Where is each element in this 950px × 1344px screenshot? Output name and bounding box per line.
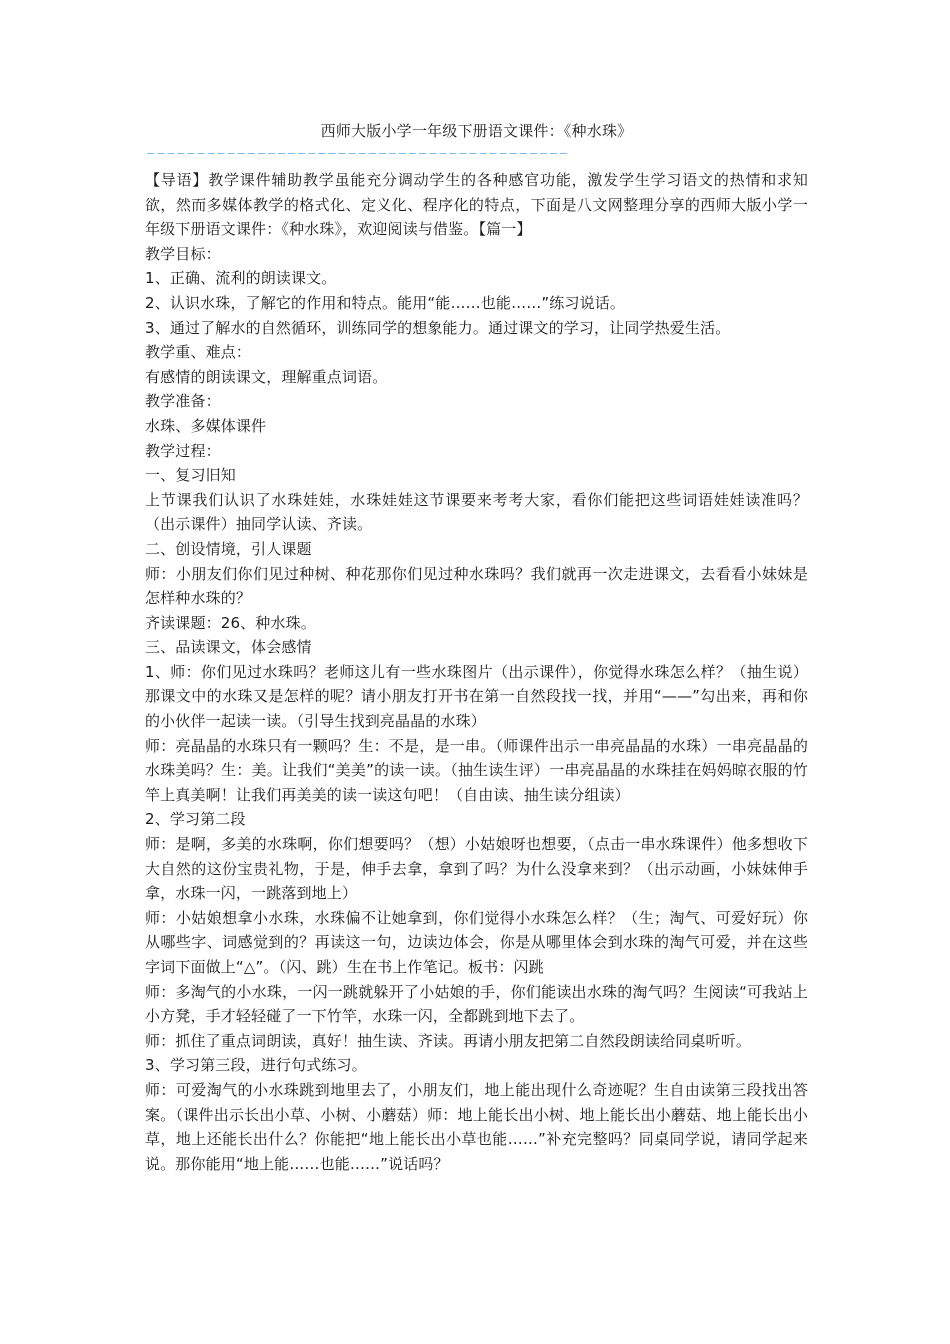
goal-item: 3、通过了解水的自然循环，训练同学的想象能力。通过课文的学习，让同学热爱生活。 [145,318,731,337]
document-body [145,168,808,1176]
body-paragraph: 师：是啊，多美的水珠啊，你们想要吗？（想）小姑娘呀也想要，（点击一串水珠课件）他多想收下大自然的这份宝贵礼物，于是，伸手去拿，拿到了吗？为什么没拿来到？（出示动画，小妹妹伸手拿，水珠一闪，一跳落到地上） [145,835,808,903]
section-heading: 一、复习旧知 [145,466,236,485]
body-paragraph: 师：抓住了重点词朗读，真好！抽生读、齐读。再请小朋友把第二自然段朗读给同桌听听。 [145,1031,752,1050]
heading-key-points: 教学重、难点： [145,343,252,362]
body-paragraph: 齐读课题：26、种水珠。 [145,613,316,632]
intro-paragraph: 【导语】教学课件辅助教学虽能充分调动学生的各种感官功能，激发学生学习语文的热情和求知欲，然而多媒体教学的格式化、定义化、程序化的特点，下面是八文网整理分享的西师大版小学一年级下册语文课件：《种水珠》，欢迎阅读与借鉴。【篇一】 [145,171,808,239]
section-heading: 三、品读课文，体会感情 [145,638,312,657]
key-points-text: 有感情的朗读课文，理解重点词语。 [145,367,388,386]
document-page [145,120,808,1176]
goal-item: 2、认识水珠，了解它的作用和特点。能用“能……也能……”练习说话。 [145,293,626,312]
body-paragraph: 上节课我们认识了水珠娃娃，水珠娃娃这节课要来考考大家，看你们能把这些词语娃娃读准吗？（出示课件）抽同学认读、齐读。 [145,490,808,534]
body-paragraph: 师：可爱淘气的小水珠跳到地里去了，小朋友们，地上能出现什么奇迹呢？生自由读第三段找出答案。（课件出示长出小草、小树、小蘑菇）师：地上能长出小树、地上能长出小蘑菇、地上能长出小草，地上还能长出什么？你能把“地上能长出小草也能……”补充完整吗？同桌同学说，请同学起来说。那你能用“地上能……也能……”说话吗？ [145,1080,808,1173]
heading-preparation: 教学准备： [145,392,221,411]
body-paragraph: 师：亮晶晶的水珠只有一颗吗？生：不是，是一串。（师课件出示一串亮晶晶的水珠）一串亮晶晶的水珠美吗？生：美。让我们“美美”的读一读。（抽生读生评）一串亮晶晶的水珠挂在妈妈晾衣服的竹竿上真美啊！让我们再美美的读一读这句吧！（自由读、抽生读分组读） [145,736,808,804]
body-paragraph: 师：小朋友们你们见过种树、种花那你们见过种水珠吗？我们就再一次走进课文，去看看小妹妹是怎样种水珠的？ [145,564,808,608]
document-title: 西师大版小学一年级下册语文课件：《种水珠》 [320,122,633,140]
section-heading: 2、学习第二段 [145,810,246,829]
section-heading: 3、学习第三段，进行句式练习。 [145,1056,367,1075]
heading-teaching-goals: 教学目标： [145,244,221,263]
goal-item: 1、正确、流利的朗读课文。 [145,269,337,288]
title-divider: —————————————————————————————————————————— [147,146,571,160]
section-heading: 二、创设情境，引人课题 [145,539,312,558]
body-paragraph: 师：多淘气的小水珠，一闪一跳就躲开了小姑娘的手，你们能读出水珠的淘气吗？生阅读“可我站上小方凳，手才轻轻碰了一下竹竿，水珠一闪，全都跳到地下去了。 [145,982,808,1026]
preparation-text: 水珠、多媒体课件 [145,416,267,435]
body-paragraph: 1、师：你们见过水珠吗？老师这儿有一些水珠图片（出示课件），你觉得水珠怎么样？（抽生说）那课文中的水珠又是怎样的呢？请小朋友打开书在第一自然段找一找，并用“——”勾出来，再和你的小伙伴一起读一读。（引导生找到亮晶晶的水珠） [145,662,808,731]
heading-process: 教学过程： [145,441,221,460]
body-paragraph: 师：小姑娘想拿小水珠，水珠偏不让她拿到，你们觉得小水珠怎么样？（生；淘气、可爱好玩）你从哪些字、词感觉到的？再读这一句，边读边体会，你是从哪里体会到水珠的淘气可爱，并在这些字词下面做上“△”。（闪、跳）生在书上作笔记。板书：闪跳 [145,908,808,976]
